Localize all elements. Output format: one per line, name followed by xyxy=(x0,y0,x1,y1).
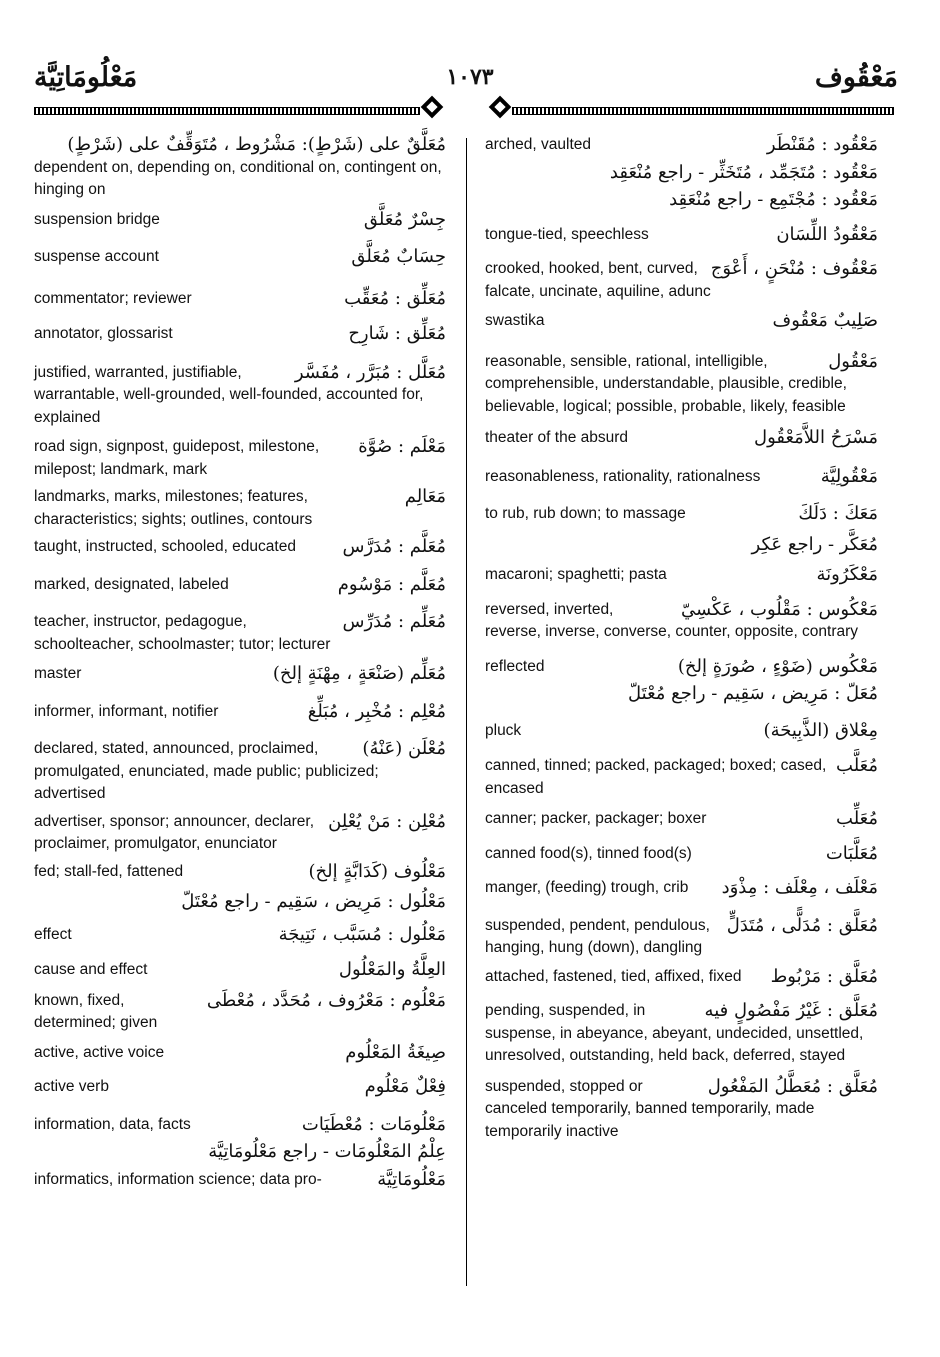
entry-english-definition: advertiser, sponsor; announcer, declarer, proclaimer, promulgator, enunciator xyxy=(34,812,315,852)
entry-arabic-headword: مَعْقُود : مُقَنْطَر xyxy=(766,134,878,155)
entry-arabic-headword: مُعَلَّبَات xyxy=(825,842,878,864)
dictionary-entry xyxy=(485,1000,878,1068)
dictionary-entry xyxy=(485,310,878,333)
entry-arabic-headword: مَعْلُومَات : مُعْطَيَات xyxy=(301,1113,446,1135)
entry-arabic-headword: مَعْقُودُ اللِّسَان xyxy=(776,223,878,245)
entry-english-definition: cause and effect xyxy=(34,961,148,978)
page-number: ١٠٧٣ xyxy=(446,64,494,90)
entry-arabic-headword: حِسَابٌ مُعَلَّق xyxy=(351,246,446,267)
entry-arabic-headword: مَعْكَرُونَة xyxy=(816,564,878,585)
dictionary-entry xyxy=(485,755,878,800)
entry-arabic-headword: مِعْلاق (الذَّبِيحَة) xyxy=(763,719,878,741)
dictionary-entry xyxy=(34,811,446,856)
entry-arabic-headword: مَعْقُولِيَّة xyxy=(820,465,878,487)
entry-arabic-headword: مُعَلَّق : مُعَطَّلُ المَفْعُول xyxy=(707,1075,878,1097)
entry-english-definition: reflected xyxy=(485,657,545,675)
entry-arabic-headword: مُعَلِّق : مُعَقِّب xyxy=(344,287,446,309)
dictionary-entry xyxy=(34,288,446,311)
dictionary-entry xyxy=(34,738,446,806)
entry-arabic-headword: مَعْكُوس : مَقْلُوب ، عَكْسِيّ xyxy=(681,598,878,620)
header-guide-word-right: مَعْقُوف xyxy=(814,62,898,93)
entry-english-definition: canned, tinned; packed, packaged; boxed; cased, encased xyxy=(485,757,827,797)
dictionary-entry xyxy=(34,362,446,430)
dictionary-entry xyxy=(485,720,878,743)
dictionary-entry xyxy=(34,1114,446,1137)
entry-english-definition: taught, instructed, schooled, educated xyxy=(34,538,296,555)
entry-arabic-headword: مَعْلَم : صُوَّة xyxy=(358,436,446,457)
entry-english-definition: justified, warranted, justifiable, warrantable, well-grounded, well-founded, accounted for, explained xyxy=(34,363,424,426)
entry-english-definition: active, active voice xyxy=(34,1043,165,1061)
dictionary-entry xyxy=(485,466,878,489)
dictionary-entry xyxy=(485,915,878,960)
dictionary-entry xyxy=(34,959,446,982)
entry-english-definition: manger, (feeding) trough, crib xyxy=(485,879,689,896)
entry-arabic-headword: مُعَكَّر - راجع عَكِر xyxy=(751,533,878,555)
dictionary-entry xyxy=(34,861,446,884)
dictionary-entry xyxy=(485,427,878,450)
entry-english-definition: tongue-tied, speechless xyxy=(485,225,649,243)
entry-arabic-headword: مُعْلَن (عَنْهُ) xyxy=(362,738,446,759)
entry-arabic-headword: العِلَّةُ والمَعْلُول xyxy=(338,959,446,980)
entry-english-definition: arched, vaulted xyxy=(485,136,591,153)
entry-english-definition: annotator, glossarist xyxy=(34,325,173,342)
entry-english-definition: reasonable, sensible, rational, intelligible, comprehensible, understandable, plausible, credible, believable, logical; possible, probable, likely, feasible xyxy=(485,352,847,415)
entry-english-definition: to rub, rub down; to massage xyxy=(485,505,686,522)
entry-english-definition: canned food(s), tinned food(s) xyxy=(485,844,692,862)
ornament-diamond-left-icon xyxy=(421,96,444,119)
entry-english-definition: canner; packer, packager; boxer xyxy=(485,810,707,827)
entry-english-definition: landmarks, marks, milestones; features, characteristics; sights; outlines, contours xyxy=(34,488,313,528)
dictionary-entry xyxy=(485,808,878,831)
dictionary-entry xyxy=(34,574,446,597)
dictionary-entry xyxy=(34,663,446,686)
entry-arabic-headword: مُعَلِّب xyxy=(836,808,878,829)
entry-english-definition: suspension bridge xyxy=(34,210,160,228)
dictionary-entry xyxy=(485,877,878,900)
dictionary-entry xyxy=(34,436,446,481)
entry-english-definition: information, data, facts xyxy=(34,1115,191,1133)
dictionary-entry xyxy=(485,599,878,644)
entry-arabic-headword: مَعْلُوف (كَدَابَّةٍ إلخ) xyxy=(308,860,446,882)
entry-english-definition: reasonableness, rationality, rationalness xyxy=(485,467,761,485)
entry-arabic-headword: مَعَالِم xyxy=(404,486,446,507)
entry-arabic-headword: عِلْمُ المَعْلُومَات - راجع مَعْلُومَاتِيَّة xyxy=(208,1141,446,1162)
ornament-diamond-right-icon xyxy=(489,96,512,119)
dictionary-entry xyxy=(485,162,878,185)
dictionary-entry xyxy=(34,891,446,914)
entry-arabic-headword: مُعَلَّق : غَيْرُ مَفْصُولٍ فيه xyxy=(704,1000,878,1021)
entry-english-definition: attached, fastened, tied, affixed, fixed xyxy=(485,967,742,985)
header-rule-left xyxy=(34,103,420,117)
dictionary-entry xyxy=(485,503,878,526)
dictionary-entry xyxy=(34,134,446,202)
entry-english-definition: pending, suspended, in suspense, in abeyance, abeyant, undecided, unsettled, unresolved, outstanding, held back, deferred, stayed xyxy=(485,1002,864,1064)
entry-english-definition: effect xyxy=(34,925,72,943)
entry-arabic-headword: مُعَلَّل : مُبَرَّر ، مُفَسَّر xyxy=(294,361,446,383)
entry-arabic-headword: مُعَلَّق : مَرْبُوط xyxy=(770,965,878,987)
entry-english-definition: fed; stall-fed, fattened xyxy=(34,862,184,880)
entry-english-definition: swastika xyxy=(485,312,545,329)
dictionary-entry xyxy=(34,924,446,947)
left-column xyxy=(34,134,446,1191)
entry-english-definition: known, fixed, determined; given xyxy=(34,991,158,1031)
entry-arabic-headword: صَلِيبٌ مَعْقُوف xyxy=(772,310,878,331)
dictionary-entry xyxy=(485,683,878,706)
dictionary-entry xyxy=(485,134,878,157)
entry-english-definition: macaroni; spaghetti; pasta xyxy=(485,566,667,583)
dictionary-entry xyxy=(485,351,878,419)
entry-arabic-headword: مَعْلُول : مَرِيض ، سَقِيم - راجع مُعْتَلّ xyxy=(181,891,446,912)
entry-arabic-headword: مُعْلِم : مُخْبِر ، مُبَلِّغ xyxy=(307,700,446,722)
entry-arabic-headword: مُعَلِّم : مُدَرِّس xyxy=(342,611,446,632)
dictionary-entry xyxy=(34,1141,446,1164)
entry-arabic-headword: مَسْرَحُ اللاَّمَعْقُول xyxy=(753,427,878,448)
entry-arabic-headword: مَعَكَ : دَلَكَ xyxy=(798,503,878,524)
entry-arabic-headword: مُعَلَّم : مُدَرَّس xyxy=(342,536,446,557)
entry-arabic-headword: مَعْلُومَاتِيَّة xyxy=(377,1168,446,1190)
dictionary-entry xyxy=(34,611,446,656)
dictionary-entry xyxy=(34,990,446,1035)
entry-english-definition: reversed, inverted, reverse, inverse, converse, counter, opposite, contrary xyxy=(485,600,859,640)
entry-english-definition: teacher, instructor, pedagogue, schoolteacher, schoolmaster; tutor; lecturer xyxy=(34,613,331,653)
entry-arabic-headword: مَعْلُوم : مَعْرُوف ، مُحَدَّد ، مُعْطَى xyxy=(206,989,446,1011)
dictionary-entry xyxy=(34,1076,446,1099)
entry-arabic-headword: مُعَلَّب xyxy=(836,755,878,776)
entry-english-definition: road sign, signpost, guidepost, milestone, milepost; landmark, mark xyxy=(34,438,320,478)
entry-english-definition: informatics, information science; data pro- xyxy=(34,1170,322,1188)
column-divider xyxy=(466,138,467,1286)
entry-english-definition: informer, informant, notifier xyxy=(34,702,219,720)
dictionary-entry xyxy=(34,323,446,346)
entry-arabic-headword: مَعْقُود : مُجْتَمِع - راجع مُنْعَقِد xyxy=(669,189,878,210)
entry-english-definition: suspended, pendent, pendulous, hanging, hung (down), dangling xyxy=(485,916,710,956)
entry-english-definition: master xyxy=(34,665,82,682)
dictionary-entry xyxy=(34,1042,446,1065)
dictionary-entry xyxy=(34,1169,446,1192)
dictionary-entry xyxy=(485,843,878,866)
entry-english-definition: pluck xyxy=(485,721,522,739)
dictionary-entry xyxy=(485,564,878,587)
entry-english-definition: active verb xyxy=(34,1078,109,1095)
dictionary-entry xyxy=(485,966,878,989)
entry-arabic-headword: مَعْقُود : مُتَجَمِّد ، مُتَخَثِّر - راجع مُنْعَقِد xyxy=(609,161,878,183)
header-guide-word-left: مَعْلُومَاتِيَّة xyxy=(34,62,138,93)
entry-arabic-headword: مَعْلُول : مُسَبَّب ، نَتِيجَة xyxy=(278,923,446,945)
dictionary-entry xyxy=(34,246,446,269)
entry-english-definition: marked, designated, labeled xyxy=(34,575,229,593)
entry-english-definition: suspended, stopped or canceled temporarily, banned temporarily, made temporarily inactive xyxy=(485,1077,815,1140)
entry-english-definition: commentator; reviewer xyxy=(34,289,192,307)
entry-arabic-headword: صِيغَةُ المَعْلُوم xyxy=(345,1041,446,1063)
entry-english-definition: crooked, hooked, bent, curved, falcate, uncinate, aquiline, adunc xyxy=(485,260,711,300)
dictionary-entry xyxy=(34,486,446,531)
entry-arabic-headword: مَعْقُول xyxy=(828,350,878,372)
entry-arabic-headword: مَعْقُوف : مُنْحَنٍ ، أَعْوَج xyxy=(710,258,878,279)
entry-arabic-headword: مُعَلَّقٌ على (شَرْطٍ): مَشْرُوط ، مُتَوَقِّفٌ على (شَرْطٍ) xyxy=(67,134,446,155)
entry-arabic-headword: مَعْلَف ، مِعْلَف : مِذْوَد xyxy=(721,877,878,898)
dictionary-entry xyxy=(34,209,446,232)
entry-arabic-headword: مُعَلِّق : شَارِح xyxy=(348,323,446,344)
dictionary-entry xyxy=(485,1076,878,1144)
dictionary-entry xyxy=(485,189,878,212)
entry-arabic-headword: فِعْلٌ مَعْلُوم xyxy=(364,1076,446,1097)
entry-english-definition: theater of the absurd xyxy=(485,429,629,446)
dictionary-entry xyxy=(34,536,446,559)
entry-english-definition: declared, stated, announced, proclaimed, promulgated, enunciated, made public; publicized; advertised xyxy=(34,740,379,802)
dictionary-entry xyxy=(34,701,446,724)
entry-english-definition: dependent on, depending on, conditional on, contingent on, hinging on xyxy=(34,158,442,198)
dictionary-entry xyxy=(485,656,878,679)
entry-arabic-headword: مُعَلَّق : مُدَلًّى ، مُتَدَلٍّ xyxy=(726,914,878,936)
entry-arabic-headword: مُعَلَّم : مَوْسُوم xyxy=(337,573,446,595)
entry-arabic-headword: مُعَلِّم (صَنْعَةٍ ، مِهْنَةٍ إلخ) xyxy=(272,663,446,684)
dictionary-entry xyxy=(485,258,878,303)
dictionary-entry xyxy=(485,224,878,247)
entry-arabic-headword: جِسْرٌ مُعَلَّق xyxy=(363,208,446,230)
header-rule-right xyxy=(512,103,894,117)
entry-arabic-headword: مُعَلّ : مَرِيض ، سَقِيم - راجع مُعْتَلّ xyxy=(628,683,878,704)
dictionary-entry xyxy=(485,534,878,557)
entry-arabic-headword: مُعْلِن : مَنْ يُعْلِن xyxy=(328,810,446,832)
entry-english-definition: suspense account xyxy=(34,248,159,265)
entry-arabic-headword: مَعْكُوس (ضَوْءٍ ، صُورَةٍ إلخ) xyxy=(677,655,878,677)
right-column xyxy=(485,134,878,1143)
